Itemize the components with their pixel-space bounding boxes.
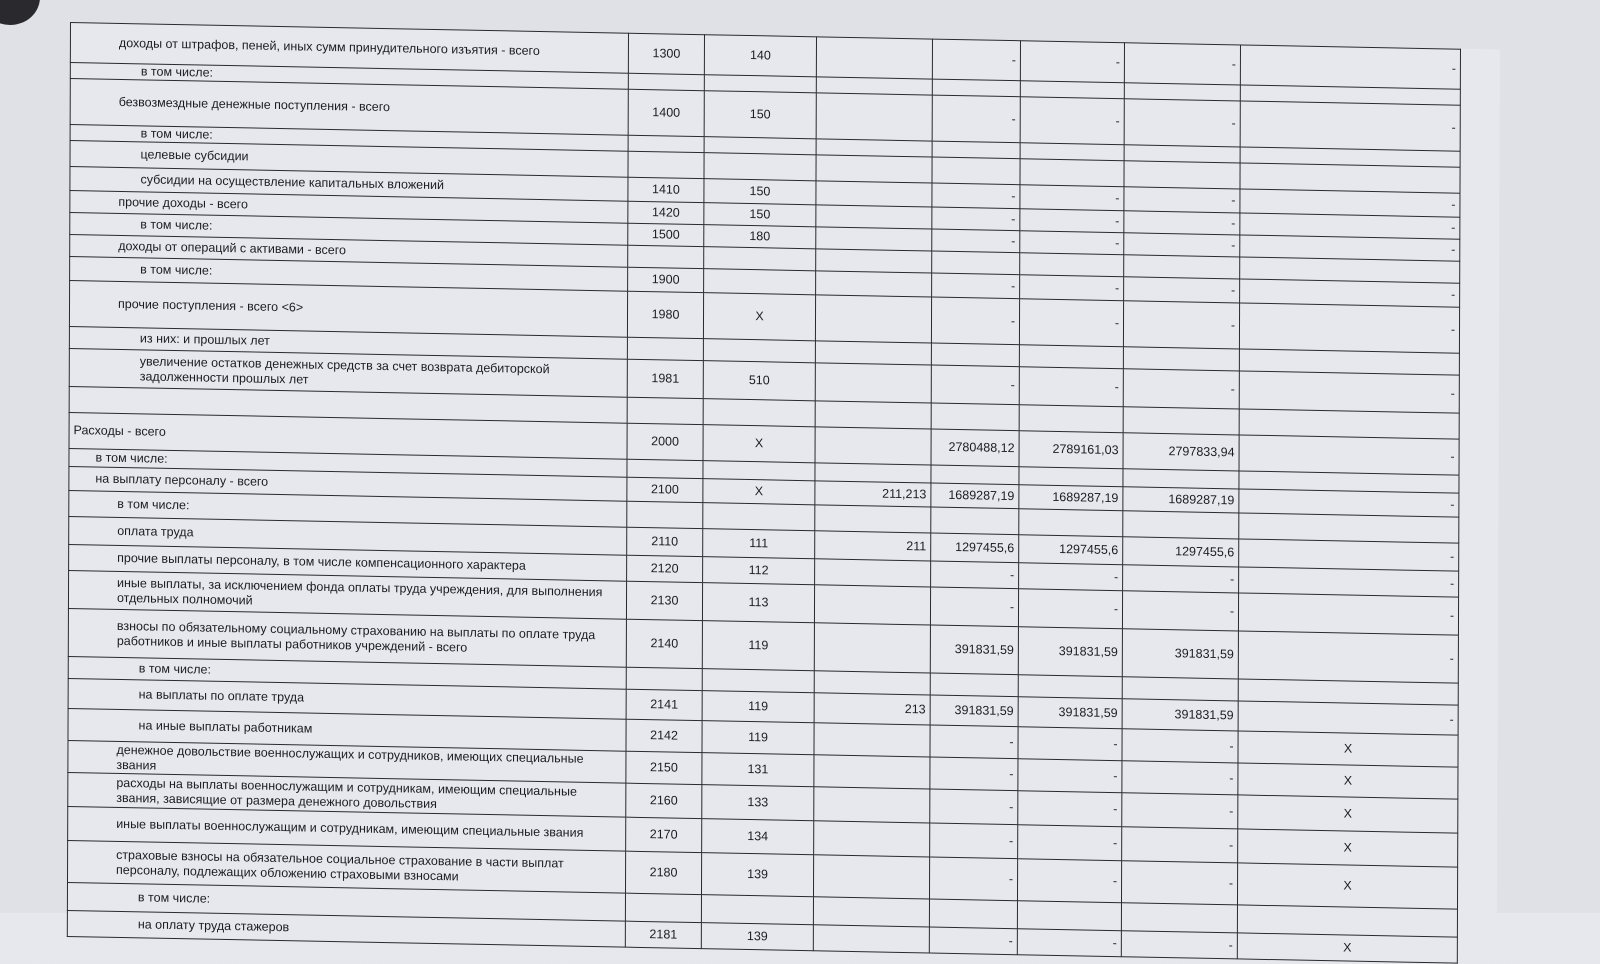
row-code-cell [627, 501, 703, 528]
sum-year2-cell: - [1018, 825, 1122, 861]
row-code-cell: 2150 [626, 751, 702, 784]
row-code-cell: 2120 [627, 555, 703, 582]
sum-outside-cell [1237, 905, 1457, 937]
sum-year2-cell: - [1019, 563, 1123, 591]
row-code-cell [628, 135, 704, 152]
sum-year3-cell: - [1122, 761, 1238, 795]
sum-outside-cell: - [1240, 213, 1460, 239]
sum-outside-cell: - [1239, 303, 1459, 353]
kosgu-cell: 211,213 [815, 481, 931, 507]
row-name-cell: из них: и прошлых лет [69, 326, 627, 359]
sum-outside-cell: Х [1238, 763, 1458, 799]
kosgu-cell [815, 363, 931, 403]
sum-year1-cell: - [931, 365, 1019, 405]
sum-year3-cell [1124, 161, 1240, 189]
kosgu-cell [816, 249, 932, 273]
row-code-cell: 2130 [626, 581, 702, 620]
row-name-cell: увеличение остатков денежных средств за счет возврата дебиторской задолженности прошлых лет [69, 348, 627, 397]
row-name-cell: на выплаты по оплате труда [68, 678, 626, 719]
kosgu-cell [815, 505, 931, 533]
sum-outside-cell: - [1239, 435, 1459, 475]
sum-year3-cell: - [1124, 99, 1240, 147]
row-code-cell: 2160 [626, 783, 702, 818]
row-name-cell: в том числе: [70, 212, 628, 245]
sum-year2-cell [1019, 405, 1123, 433]
sum-year3-cell [1123, 511, 1239, 539]
sum-year1-cell: - [931, 561, 1019, 589]
row-name-cell: доходы от операций с активами - всего [70, 234, 628, 267]
kosgu-cell [815, 401, 931, 429]
kbk-code-cell: 112 [703, 557, 815, 585]
kbk-code-cell [704, 247, 816, 271]
kbk-code-cell: 510 [703, 361, 815, 401]
sum-year2-cell: - [1018, 791, 1122, 827]
row-name-cell: на иные выплаты работникам [68, 708, 626, 751]
sum-outside-cell: - [1238, 593, 1458, 635]
sum-outside-cell: - [1240, 45, 1460, 89]
sum-year1-cell: - [932, 39, 1020, 81]
kbk-code-cell [703, 461, 815, 481]
sum-year1-cell [932, 251, 1020, 275]
row-code-cell [628, 151, 704, 178]
sum-year2-cell: - [1020, 185, 1124, 211]
row-name-cell: в том числе: [70, 256, 628, 291]
kbk-code-cell: 119 [702, 621, 814, 671]
camera-corner-shadow [0, 0, 40, 25]
sum-year1-cell: - [931, 297, 1019, 345]
row-code-cell: 1420 [628, 201, 704, 224]
kbk-code-cell: 180 [704, 225, 816, 249]
sum-year2-cell: 391831,59 [1018, 697, 1122, 729]
row-name-cell: взносы по обязательному социальному страхованию на выплаты по оплате труда работников и иные выплаты работников учреждений - всего [68, 608, 626, 667]
sum-year3-cell: - [1121, 931, 1237, 959]
sum-year2-cell: - [1020, 209, 1124, 233]
sum-year2-cell [1018, 675, 1122, 699]
sum-year1-cell: - [932, 207, 1020, 231]
kbk-code-cell: 139 [701, 853, 813, 897]
sum-year3-cell [1122, 677, 1238, 701]
sum-year3-cell: - [1123, 565, 1239, 593]
sum-year3-cell: - [1122, 591, 1238, 631]
kosgu-cell [813, 925, 929, 953]
row-code-cell: 2170 [626, 817, 702, 852]
kosgu-cell [816, 155, 932, 183]
sum-year3-cell: - [1122, 729, 1238, 763]
row-name-cell: расходы на выплаты военнослужащим и сотрудникам, имеющим специальные звания, зависящие от размера денежного довольствия [68, 772, 626, 817]
row-name-cell: в том числе: [70, 125, 628, 152]
kosgu-cell [814, 723, 930, 757]
kosgu-cell [814, 623, 930, 673]
row-code-cell [627, 397, 703, 424]
sum-year3-cell: - [1124, 43, 1240, 85]
row-code-cell: 2000 [627, 423, 703, 460]
sum-outside-cell: - [1239, 567, 1459, 597]
sum-year2-cell: 2789161,03 [1019, 431, 1123, 469]
sum-year1-cell [931, 403, 1019, 431]
sum-outside-cell: Х [1238, 829, 1458, 867]
sum-year2-cell [1020, 253, 1124, 277]
kosgu-cell: 211 [815, 531, 931, 561]
row-name-cell: на оплату труда стажеров [67, 910, 625, 947]
sum-year1-cell: - [930, 789, 1018, 825]
sum-year3-cell: - [1124, 277, 1240, 303]
kbk-code-cell: Х [703, 479, 815, 505]
sum-year3-cell [1123, 347, 1239, 371]
sum-year1-cell [929, 899, 1017, 929]
kbk-code-cell [703, 399, 815, 427]
row-code-cell: 2180 [625, 851, 701, 894]
sum-year2-cell: - [1020, 275, 1124, 301]
row-code-cell [626, 667, 702, 690]
sum-year1-cell [932, 141, 1020, 159]
kbk-code-cell: 119 [702, 691, 814, 723]
sum-year1-cell: - [932, 95, 1020, 143]
row-code-cell: 1410 [628, 177, 704, 202]
sum-year3-cell [1123, 407, 1239, 435]
sum-year1-cell: - [930, 823, 1018, 859]
sum-year1-cell: - [932, 183, 1020, 209]
sum-year2-cell: - [1020, 41, 1124, 83]
row-name-cell: прочие поступления - всего <6> [69, 280, 627, 337]
row-name-cell: в том числе: [69, 448, 627, 477]
row-name-cell: в том числе: [69, 490, 627, 527]
sum-outside-cell: - [1239, 539, 1459, 571]
row-name-cell: на выплату персоналу - всего [69, 466, 627, 501]
sum-year2-cell: 391831,59 [1018, 627, 1122, 677]
sum-year1-cell [930, 673, 1018, 697]
sum-year1-cell: 2780488,12 [931, 429, 1019, 467]
sum-year2-cell: - [1018, 727, 1122, 761]
sum-year1-cell: 1689287,19 [931, 483, 1019, 509]
sum-year1-cell: 1297455,6 [931, 533, 1019, 563]
kbk-code-cell: 150 [704, 91, 816, 139]
sum-outside-cell: - [1240, 189, 1460, 217]
kosgu-cell [815, 295, 931, 343]
sum-year1-cell [931, 343, 1019, 367]
sum-year1-cell: - [929, 857, 1017, 901]
sum-year3-cell: - [1122, 827, 1238, 863]
sum-year3-cell: - [1121, 861, 1237, 905]
sum-outside-cell: Х [1238, 731, 1458, 767]
sum-outside-cell: - [1239, 489, 1459, 517]
sum-year3-cell: - [1124, 233, 1240, 257]
row-code-cell: 2100 [627, 477, 703, 502]
sum-year2-cell: - [1019, 367, 1123, 407]
sum-outside-cell: - [1240, 235, 1460, 261]
kosgu-cell [815, 463, 931, 483]
row-code-cell [627, 337, 703, 360]
kosgu-cell: 213 [814, 693, 930, 725]
sum-year1-cell: - [929, 927, 1017, 955]
kosgu-cell [814, 585, 930, 625]
sum-year2-cell [1017, 901, 1121, 931]
kosgu-cell [815, 559, 931, 587]
kosgu-cell [816, 37, 932, 79]
sum-year2-cell: - [1020, 231, 1124, 255]
kbk-code-cell: 150 [704, 203, 816, 227]
kbk-code-cell: 139 [701, 923, 813, 951]
table-body [67, 23, 1460, 964]
kosgu-cell [816, 227, 932, 251]
kbk-code-cell: 140 [704, 35, 816, 77]
plan-table [67, 22, 1461, 964]
kbk-code-cell: Х [703, 293, 815, 341]
row-name-cell: в том числе: [70, 63, 628, 90]
sum-year2-cell [1019, 345, 1123, 369]
row-code-cell: 1500 [628, 223, 704, 246]
row-name-cell: целевые субсидии [70, 141, 628, 178]
kbk-code-cell: 131 [702, 753, 814, 787]
kosgu-cell [815, 427, 931, 465]
row-name-cell: в том числе: [67, 882, 625, 921]
kosgu-cell [813, 897, 929, 927]
row-code-cell: 1900 [628, 267, 704, 292]
row-name-cell: иные выплаты, за исключением фонда оплаты труда учреждения, для выполнения отдельных полномочий [68, 570, 626, 619]
row-code-cell: 1400 [628, 89, 704, 136]
row-name-cell: Расходы - всего [69, 412, 627, 459]
kbk-code-cell: 133 [702, 785, 814, 821]
sum-year3-cell: 2797833,94 [1123, 433, 1239, 471]
row-code-cell [627, 459, 703, 478]
kosgu-cell [816, 181, 932, 207]
sum-outside-cell: Х [1237, 933, 1457, 963]
kbk-code-cell [703, 339, 815, 363]
sum-year1-cell: - [930, 725, 1018, 759]
kbk-code-cell [702, 669, 814, 693]
sum-year3-cell [1121, 903, 1237, 933]
sum-year1-cell [932, 79, 1020, 97]
kbk-code-cell [704, 269, 816, 295]
sum-year2-cell: - [1017, 929, 1121, 957]
row-name-cell: безвозмездные денежные поступления - всего [70, 79, 628, 136]
kosgu-cell [816, 271, 932, 297]
sum-year2-cell: - [1017, 859, 1121, 903]
sum-year1-cell: 391831,59 [930, 695, 1018, 727]
sum-year3-cell: - [1124, 187, 1240, 213]
sum-year2-cell: - [1020, 97, 1124, 145]
kosgu-cell [816, 205, 932, 229]
row-name-cell: доходы от штрафов, пеней, иных сумм принудительного изъятия - всего [70, 23, 628, 74]
row-code-cell: 2141 [626, 689, 702, 720]
row-name-cell: прочие доходы - всего [70, 190, 628, 223]
sum-year3-cell: - [1123, 369, 1239, 409]
kosgu-cell [814, 755, 930, 789]
row-code-cell: 1980 [627, 291, 703, 338]
kbk-code-cell [703, 503, 815, 531]
kbk-code-cell [704, 153, 816, 181]
sum-year3-cell: 391831,59 [1122, 629, 1238, 679]
kosgu-cell [816, 93, 932, 141]
sum-year2-cell: - [1018, 589, 1122, 629]
sum-year3-cell: - [1123, 301, 1239, 349]
sum-year1-cell [931, 465, 1019, 485]
row-code-cell [625, 893, 701, 922]
sum-year1-cell: - [930, 757, 1018, 791]
sum-year2-cell [1019, 509, 1123, 537]
sum-year1-cell: 391831,59 [930, 625, 1018, 675]
sum-year3-cell: - [1124, 211, 1240, 235]
row-code-cell: 2110 [627, 527, 703, 556]
sum-outside-cell: - [1240, 101, 1460, 151]
row-name-cell: оплата труда [69, 516, 627, 555]
sum-year2-cell [1019, 467, 1123, 487]
sum-year3-cell: 1297455,6 [1123, 537, 1239, 567]
kosgu-cell [813, 855, 929, 899]
sum-year1-cell: - [930, 587, 1018, 627]
sum-outside-cell: Х [1237, 863, 1457, 909]
row-code-cell [628, 73, 704, 90]
row-name-cell: иные выплаты военнослужащим и сотрудникам, имеющим специальные звания [68, 806, 626, 851]
sum-year2-cell: - [1018, 759, 1122, 793]
sum-year3-cell: 1689287,19 [1123, 487, 1239, 513]
row-code-cell: 2181 [625, 921, 701, 948]
sum-year2-cell [1020, 143, 1124, 161]
sum-outside-cell: - [1238, 631, 1458, 683]
sum-year2-cell: 1689287,19 [1019, 485, 1123, 511]
row-code-cell: 2142 [626, 719, 702, 752]
sum-year3-cell: 391831,59 [1122, 699, 1238, 731]
row-name-cell: в том числе: [68, 656, 626, 689]
sum-year2-cell [1020, 81, 1124, 99]
sum-year1-cell [932, 157, 1020, 185]
row-name-cell: денежное довольствие военнослужащих и сотрудников, имеющих специальные звания [68, 740, 626, 783]
sum-year3-cell [1123, 469, 1239, 489]
row-code-cell: 2140 [626, 619, 702, 668]
sum-outside-cell: Х [1238, 795, 1458, 833]
kbk-code-cell: 111 [703, 529, 815, 559]
row-name-cell: субсидии на осуществление капитальных вложений [70, 167, 628, 202]
kbk-code-cell: 134 [702, 819, 814, 855]
row-code-cell: 1981 [627, 359, 703, 398]
sum-year3-cell: - [1122, 793, 1238, 829]
kosgu-cell [814, 787, 930, 823]
sum-outside-cell: - [1239, 371, 1459, 413]
row-code-cell: 1300 [628, 33, 704, 74]
document-sheet [67, 22, 1500, 955]
sum-year1-cell [931, 507, 1019, 535]
kbk-code-cell [701, 895, 813, 925]
kosgu-cell [814, 671, 930, 695]
kosgu-cell [814, 821, 930, 857]
row-name-cell: страховые взносы на обязательное социальное страхование в части выплат персоналу, подлежащих обложению страховыми взносами [67, 840, 625, 893]
kbk-code-cell: Х [703, 425, 815, 463]
sum-outside-cell: - [1238, 701, 1458, 735]
kbk-code-cell: 150 [704, 179, 816, 205]
row-code-cell [628, 245, 704, 268]
sum-year2-cell: - [1019, 299, 1123, 347]
sum-year2-cell: 1297455,6 [1019, 535, 1123, 565]
sum-outside-cell: - [1240, 279, 1460, 307]
sum-year1-cell: - [932, 273, 1020, 299]
sum-year3-cell [1124, 255, 1240, 279]
kbk-code-cell: 113 [702, 583, 814, 623]
kosgu-cell [815, 341, 931, 365]
sum-year2-cell [1020, 159, 1124, 187]
row-name-cell: прочие выплаты персоналу, в том числе компенсационного характера [69, 544, 627, 581]
sum-year1-cell: - [932, 229, 1020, 253]
kbk-code-cell: 119 [702, 721, 814, 755]
